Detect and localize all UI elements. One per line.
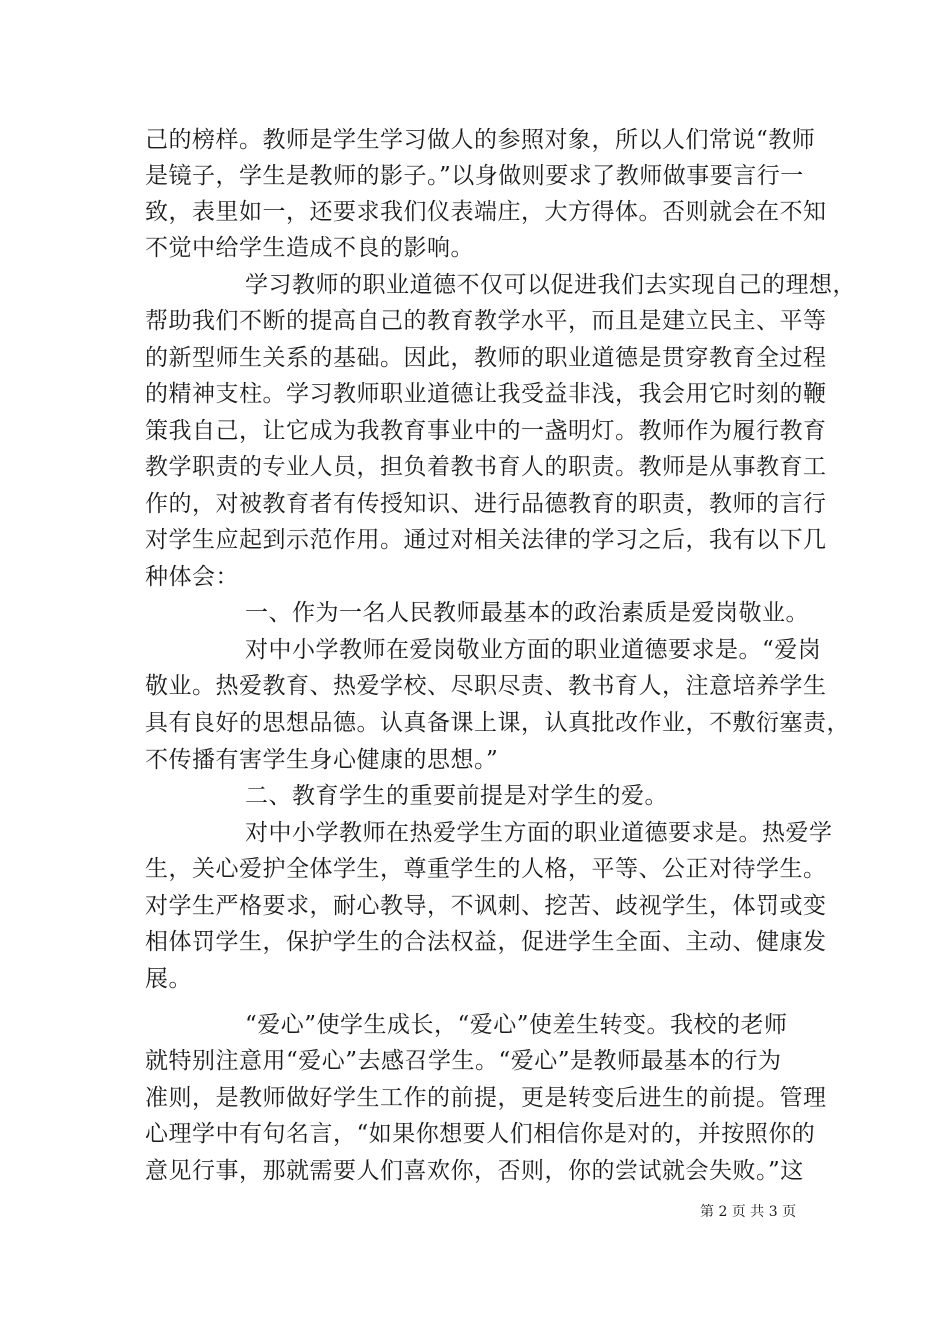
- paragraph-start: 对中小学教师在热爱学生方面的职业道德要求是。热爱学: [245, 820, 833, 846]
- paragraph-start: “爱心”使学生成长，“爱心”使差生转变。我校的老师: [245, 1012, 788, 1038]
- text-line: 致，表里如一，还要求我们仪表端庄，大方得体。否则就会在不知: [145, 199, 827, 225]
- page-number: 第 2 页 共 3 页: [700, 1204, 797, 1220]
- paragraph-start: 学习教师的职业道德不仅可以促进我们去实现自己的理想，: [245, 272, 856, 298]
- section-heading: 一、作为一名人民教师最基本的政治素质是爱岗敬业。: [245, 600, 809, 626]
- text-line: 准则，是教师做好学生工作的前提，更是转变后进生的前提。管理: [145, 1085, 827, 1111]
- text-line: 帮助我们不断的提高自己的教育教学水平，而且是建立民主、平等: [145, 308, 827, 334]
- text-line: 策我自己，让它成为我教育事业中的一盏明灯。教师作为履行教育: [145, 418, 827, 444]
- text-line: 己的榜样。教师是学生学习做人的参照对象，所以人们常说“教师: [145, 127, 816, 153]
- text-line: 是镜子，学生是教师的影子。”以身做则要求了教师做事要言行一: [145, 163, 804, 189]
- text-line: 心理学中有句名言，“如果你想要人们相信你是对的，并按照你的: [145, 1121, 816, 1147]
- text-line: 教学职责的专业人员，担负着教书育人的职责。教师是从事教育工: [145, 454, 827, 480]
- text-line: 展。: [145, 966, 192, 992]
- text-line: 就特别注意用“爱心”去感召学生。“爱心”是教师最基本的行为: [145, 1048, 782, 1074]
- text-line: 对学生严格要求，耐心教导，不讽刺、挖苦、歧视学生，体罚或变: [145, 893, 827, 919]
- text-line: 的新型师生关系的基础。因此，教师的职业道德是贯穿教育全过程: [145, 345, 827, 371]
- section-heading: 二、教育学生的重要前提是对学生的爱。: [245, 783, 668, 809]
- text-line: 相体罚学生，保护学生的合法权益，促进学生全面、主动、健康发: [145, 929, 827, 955]
- text-line: 具有良好的思想品德。认真备课上课，认真批改作业，不敷衍塞责，: [145, 710, 850, 736]
- text-line: 意见行事，那就需要人们喜欢你，否则，你的尝试就会失败。”这: [145, 1158, 804, 1184]
- text-line: 不觉中给学生造成不良的影响。: [145, 235, 474, 261]
- text-line: 种体会：: [145, 564, 239, 590]
- text-line: 不传播有害学生身心健康的思想。”: [145, 747, 499, 773]
- paragraph-start: 对中小学教师在爱岗敬业方面的职业道德要求是。“爱岗: [245, 637, 822, 663]
- text-line: 作的，对被教育者有传授知识、进行品德教育的职责，教师的言行: [145, 491, 827, 517]
- text-line: 敬业。热爱教育、热爱学校、尽职尽责、教书育人，注意培养学生: [145, 673, 827, 699]
- text-line: 对学生应起到示范作用。通过对相关法律的学习之后，我有以下几: [145, 527, 827, 553]
- text-line: 的精神支柱。学习教师职业道德让我受益非浅，我会用它时刻的鞭: [145, 381, 827, 407]
- text-line: 生，关心爱护全体学生，尊重学生的人格，平等、公正对待学生。: [145, 856, 827, 882]
